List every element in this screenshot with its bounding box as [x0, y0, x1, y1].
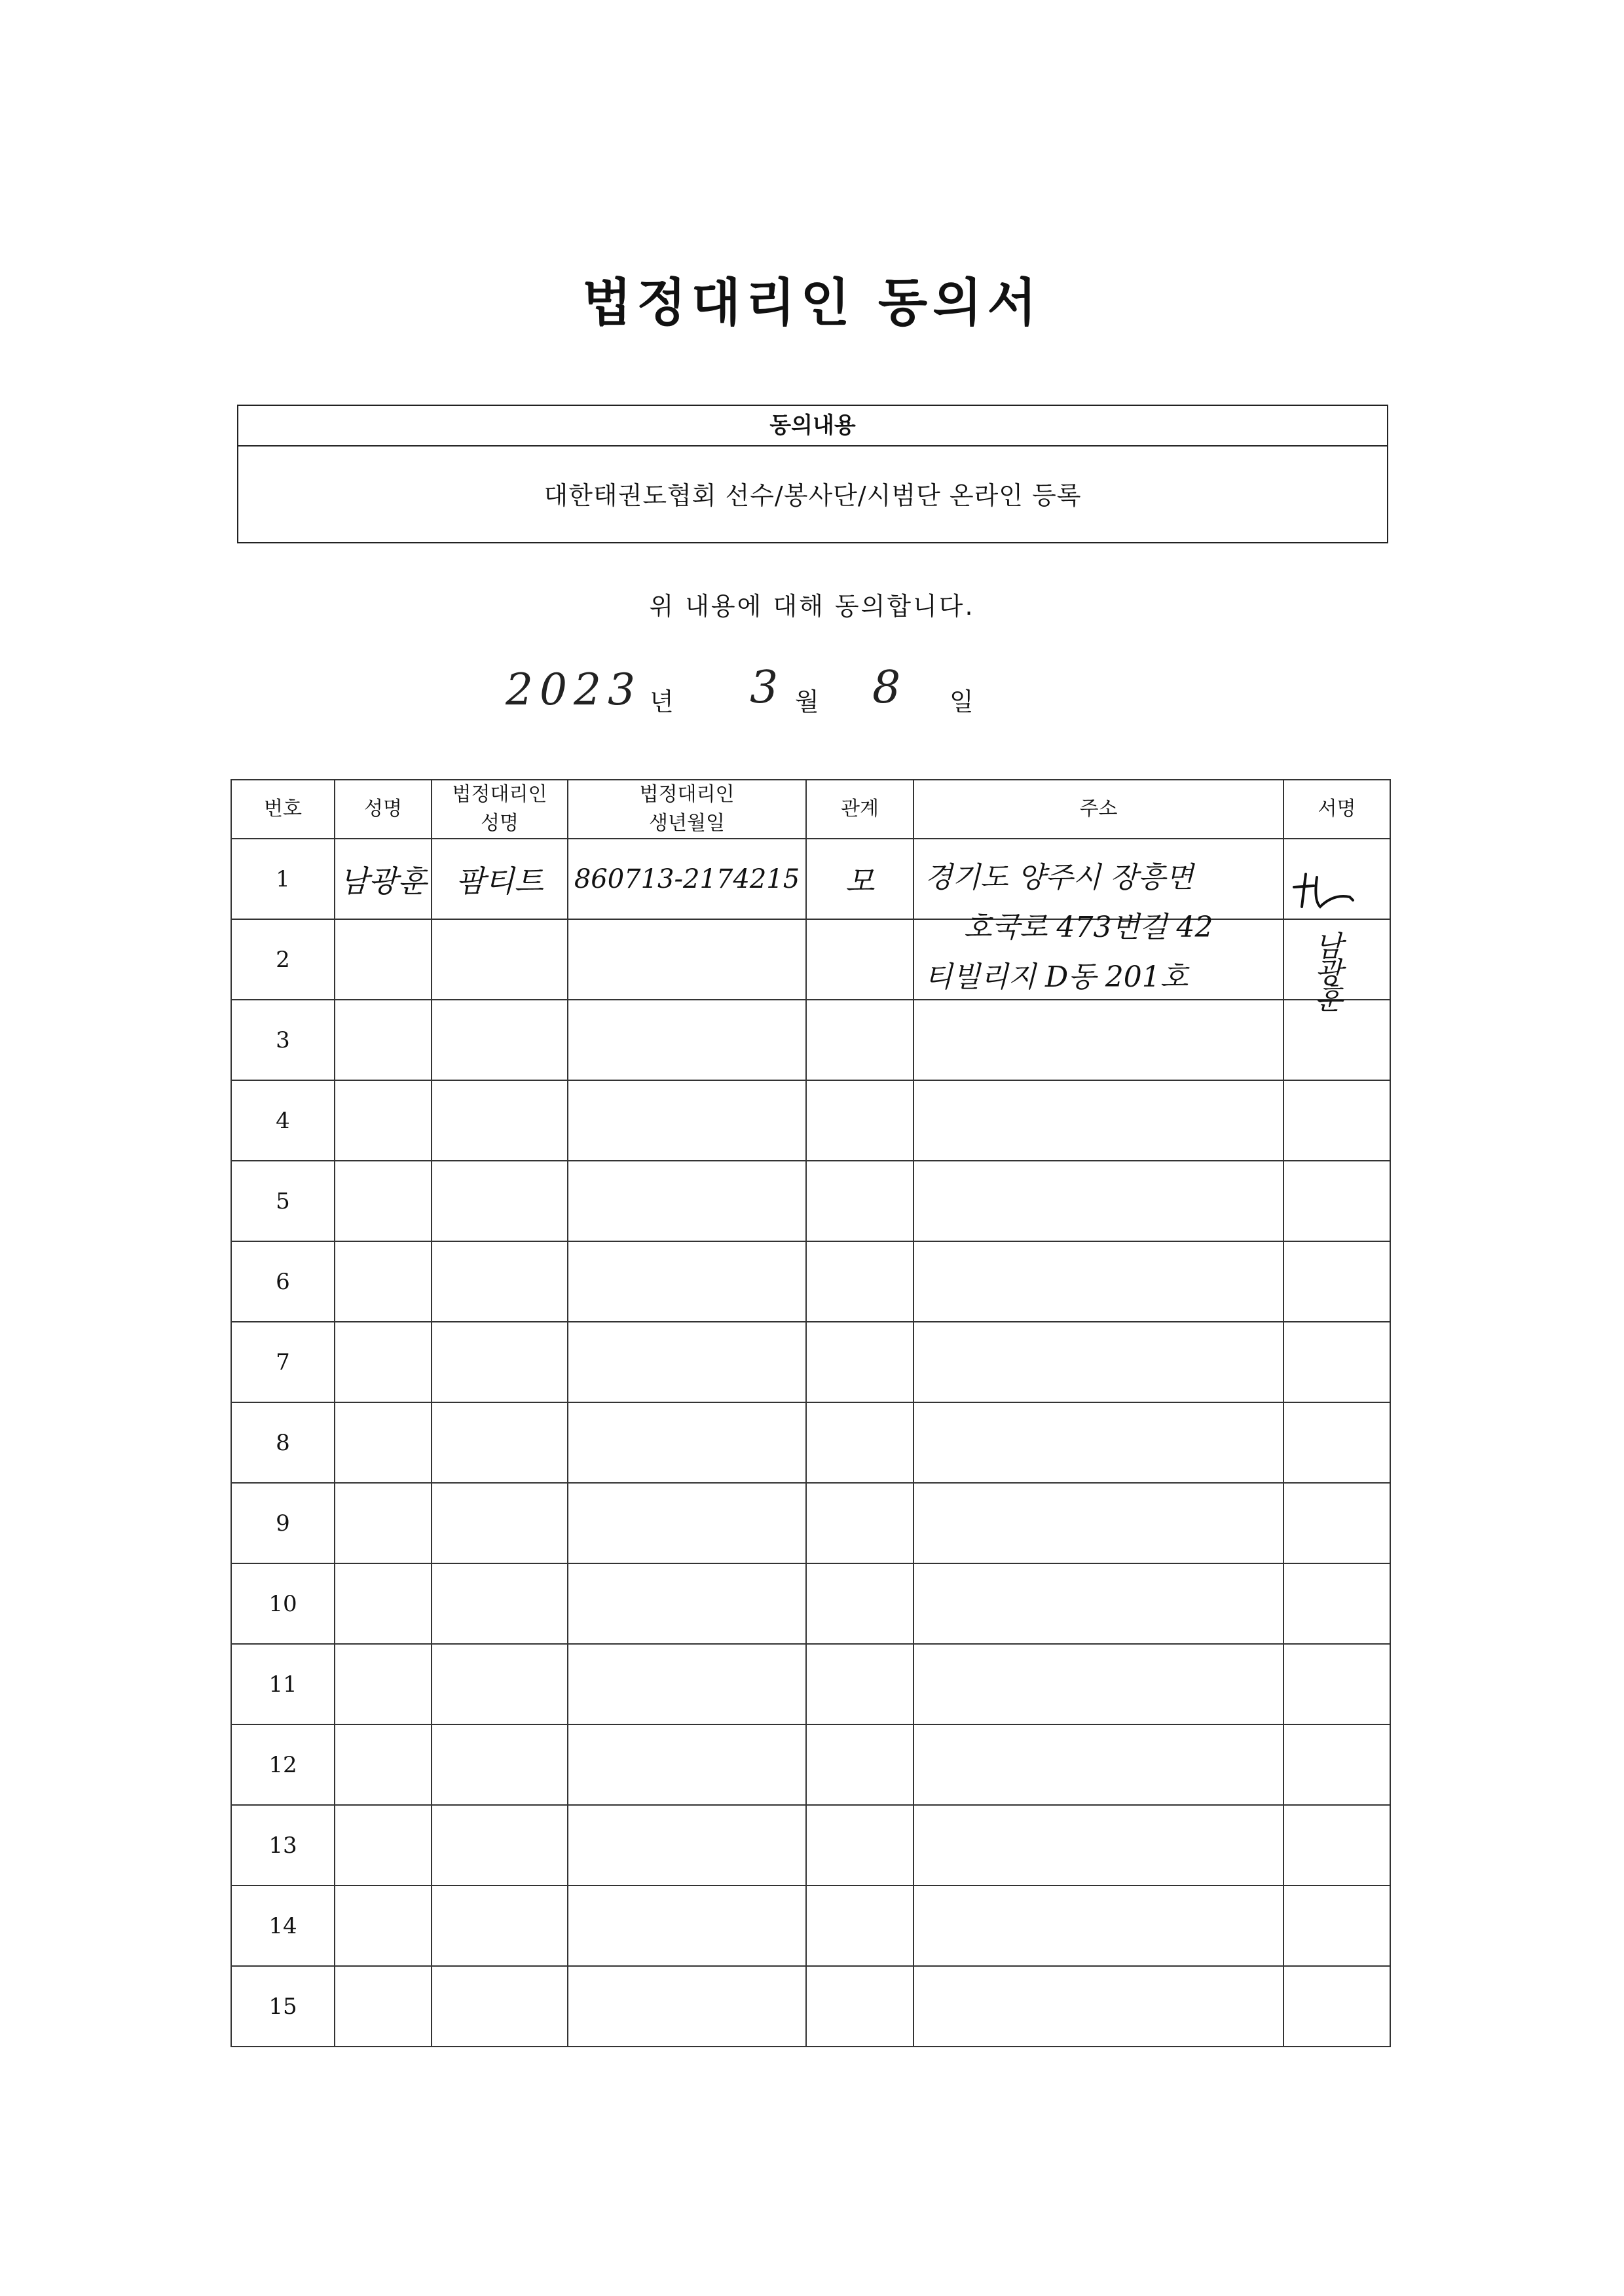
row-relation [806, 1483, 913, 1563]
row-guardian-name [432, 1724, 568, 1805]
row-no: 13 [231, 1805, 335, 1886]
row-relation [806, 1402, 913, 1483]
row-name [335, 1644, 432, 1724]
row-guardian-name [432, 1483, 568, 1563]
row-relation [806, 919, 913, 1000]
row-guardian-birth [568, 1805, 806, 1886]
row-guardian-birth [568, 919, 806, 1000]
row-guardian-birth-value: 860713-2174215 [574, 864, 800, 894]
address-handwriting [925, 853, 1291, 1002]
document-title: 법정대리인 동의서 [582, 274, 1042, 333]
table-row [231, 1241, 1390, 1322]
row-relation [806, 1886, 913, 1966]
row-relation [806, 1563, 913, 1644]
row-guardian-name [432, 839, 568, 919]
row-no: 10 [231, 1563, 335, 1644]
row-no: 11 [231, 1644, 335, 1724]
row-name-value: 남광훈 [339, 863, 427, 899]
row-signature [1283, 1724, 1390, 1805]
row-guardian-birth [568, 1402, 806, 1483]
signature-name: 남광훈 [1309, 931, 1342, 1010]
address-line-3: 티빌리지 D동 201호 [925, 960, 1189, 994]
row-name [335, 1724, 432, 1805]
row-address [913, 1483, 1283, 1563]
row-address [913, 1322, 1283, 1402]
row-name [335, 1322, 432, 1402]
row-address [913, 1966, 1283, 2047]
table-row [231, 1000, 1390, 1080]
row-guardian-birth [568, 1322, 806, 1402]
date-year-unit: 년 [650, 687, 674, 716]
row-no: 14 [231, 1886, 335, 1966]
row-no: 3 [231, 1000, 335, 1080]
row-name [335, 1805, 432, 1886]
row-guardian-name [432, 1966, 568, 2047]
row-name [335, 1966, 432, 2047]
row-no: 6 [231, 1241, 335, 1322]
table-row [231, 1563, 1390, 1644]
header-guardian-name-line2: 성명 [481, 812, 519, 835]
date-month: 3 [750, 662, 779, 714]
row-guardian-name-value: 팜티트 [456, 863, 544, 899]
table-row [231, 1322, 1390, 1402]
header-guardian-name-line1: 법정대리인 [452, 783, 547, 806]
row-no: 15 [231, 1966, 335, 2047]
row-relation [806, 1080, 913, 1161]
row-signature [1283, 1563, 1390, 1644]
row-signature [1283, 1402, 1390, 1483]
row-guardian-birth [568, 1241, 806, 1322]
row-guardian-birth [568, 1966, 806, 2047]
address-line-1: 경기도 양주시 장흥면 [925, 861, 1194, 894]
row-name [335, 1886, 432, 1966]
row-guardian-birth [568, 1563, 806, 1644]
row-relation [806, 1724, 913, 1805]
row-guardian-name [432, 1805, 568, 1886]
row-relation [806, 1161, 913, 1241]
row-relation [806, 1322, 913, 1402]
row-relation-value: 모 [845, 863, 875, 899]
row-address [913, 1402, 1283, 1483]
table-row [231, 1483, 1390, 1563]
table-row [231, 1805, 1390, 1886]
date-row [498, 662, 1218, 730]
header-guardian-birth-line1: 법정대리인 [639, 783, 735, 806]
row-no: 5 [231, 1161, 335, 1241]
row-name [335, 919, 432, 1000]
row-address [913, 1161, 1283, 1241]
row-guardian-name [432, 1161, 568, 1241]
row-name [335, 839, 432, 919]
row-guardian-birth [568, 1724, 806, 1805]
row-guardian-name [432, 1000, 568, 1080]
address-line-2: 호국로 473번길 42 [964, 911, 1213, 944]
row-no: 12 [231, 1724, 335, 1805]
row-signature [1283, 1080, 1390, 1161]
date-day: 8 [872, 662, 901, 714]
row-no: 7 [231, 1322, 335, 1402]
row-name [335, 1483, 432, 1563]
row-guardian-name [432, 1322, 568, 1402]
row-guardian-name [432, 1241, 568, 1322]
table-row [231, 1080, 1390, 1161]
header-relation: 관계 [806, 780, 913, 839]
row-guardian-name [432, 1402, 568, 1483]
row-signature [1283, 1000, 1390, 1080]
row-name [335, 1080, 432, 1161]
row-no: 9 [231, 1483, 335, 1563]
consent-box [237, 405, 1388, 543]
row-no: 2 [231, 919, 335, 1000]
row-address [913, 1644, 1283, 1724]
table-row [231, 1886, 1390, 1966]
row-name [335, 1241, 432, 1322]
row-guardian-name [432, 1080, 568, 1161]
row-address [913, 1080, 1283, 1161]
row-guardian-birth [568, 1644, 806, 1724]
table-header-row [231, 780, 1390, 839]
consent-content: 대한태권도협회 선수/봉사단/시범단 온라인 등록 [544, 481, 1082, 510]
header-name: 성명 [335, 780, 432, 839]
row-address [913, 1563, 1283, 1644]
signature-mark [1287, 861, 1366, 913]
row-guardian-birth [568, 1161, 806, 1241]
agree-statement: 위 내용에 대해 동의합니다. [649, 592, 975, 621]
row-signature [1283, 1241, 1390, 1322]
date-month-unit: 월 [795, 687, 819, 716]
row-guardian-birth [568, 1000, 806, 1080]
header-signature: 서명 [1283, 780, 1390, 839]
row-name [335, 1402, 432, 1483]
row-relation [806, 1966, 913, 2047]
row-signature [1283, 1805, 1390, 1886]
row-no: 8 [231, 1402, 335, 1483]
row-guardian-birth [568, 1080, 806, 1161]
table-row [231, 1644, 1390, 1724]
row-signature [1283, 1483, 1390, 1563]
row-relation [806, 1241, 913, 1322]
header-address: 주소 [913, 780, 1283, 839]
row-signature [1283, 1161, 1390, 1241]
row-address [913, 1886, 1283, 1966]
date-day-unit: 일 [950, 687, 974, 716]
row-signature [1283, 1644, 1390, 1724]
table-row [231, 1724, 1390, 1805]
row-address [913, 1724, 1283, 1805]
header-guardian-birth [568, 780, 806, 839]
row-name [335, 1000, 432, 1080]
row-relation [806, 1000, 913, 1080]
consent-header: 동의내용 [238, 406, 1387, 446]
row-guardian-birth [568, 1886, 806, 1966]
row-no: 4 [231, 1080, 335, 1161]
row-relation [806, 1805, 913, 1886]
row-signature [1283, 1966, 1390, 2047]
header-guardian-name [432, 780, 568, 839]
row-guardian-name [432, 1886, 568, 1966]
row-guardian-name [432, 919, 568, 1000]
row-guardian-birth [568, 1483, 806, 1563]
row-no: 1 [231, 839, 335, 919]
row-relation [806, 1644, 913, 1724]
table-row [231, 1966, 1390, 2047]
header-no: 번호 [231, 780, 335, 839]
row-address [913, 1000, 1283, 1080]
header-guardian-birth-line2: 생년월일 [649, 812, 725, 835]
row-name [335, 1563, 432, 1644]
date-year: 2023 [506, 665, 642, 715]
row-address [913, 1241, 1283, 1322]
row-guardian-birth [568, 839, 806, 919]
row-name [335, 1161, 432, 1241]
row-guardian-name [432, 1563, 568, 1644]
row-relation [806, 839, 913, 919]
row-guardian-name [432, 1644, 568, 1724]
row-signature [1283, 1322, 1390, 1402]
table-row [231, 1161, 1390, 1241]
row-signature [1283, 1886, 1390, 1966]
table-row [231, 1402, 1390, 1483]
row-address [913, 1805, 1283, 1886]
